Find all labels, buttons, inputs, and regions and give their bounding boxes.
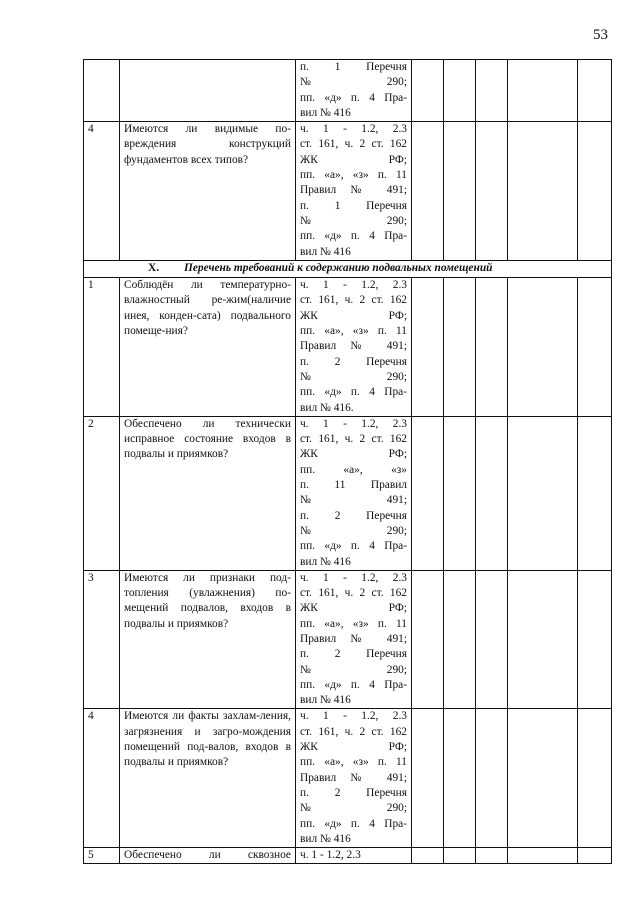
legal-reference-line: № 290; (300, 802, 407, 815)
legal-reference-line: вил № 416 (300, 832, 351, 845)
row-number (84, 60, 120, 122)
legal-reference-line: пп. «д» п. 4 Пра- (300, 91, 407, 104)
answer-no-cell (444, 60, 476, 122)
extra-cell (578, 122, 612, 261)
question-cell: Имеются ли факты захлам-ления, загрязнения и загро-мождения помещений под-валов, входов в подвалы и приямков? (120, 709, 296, 848)
row-number: 2 (84, 416, 120, 570)
table-row (84, 709, 612, 848)
legal-reference-line: ст. 161, ч. 2 ст. 162 (300, 725, 407, 738)
page-number: 53 (593, 27, 608, 43)
legal-references-cell (296, 848, 412, 864)
question-cell: Имеются ли видимые по-вреждения конструкций фундаментов всех типов? (120, 122, 296, 261)
legal-references-cell (296, 60, 412, 122)
table-row (84, 570, 612, 709)
comment-cell (508, 570, 578, 709)
legal-reference-line: ч. 1 - 1.2, 2.3 (300, 123, 407, 136)
legal-reference-line: вил № 416. (300, 401, 354, 414)
legal-reference-line: Правил № 491; (300, 771, 407, 784)
legal-reference-line: ЖК РФ; (300, 153, 407, 166)
question-cell: Обеспечено ли сквозное (120, 848, 296, 864)
table-row (84, 416, 612, 570)
legal-reference-line: Правил № 491; (300, 184, 407, 197)
comment-cell (508, 60, 578, 122)
answer-na-cell (476, 709, 508, 848)
legal-reference-line: пп. «д» п. 4 Пра- (300, 678, 407, 691)
answer-na-cell (476, 848, 508, 864)
legal-reference-line: п. 11 Правил (300, 479, 407, 492)
extra-cell (578, 848, 612, 864)
question-cell: Соблюдён ли температурно-влажностный ре-жим(наличие инея, конден-сата) подвального помеще-ния? (120, 278, 296, 417)
comment-cell (508, 122, 578, 261)
answer-yes-cell (412, 848, 444, 864)
answer-na-cell (476, 416, 508, 570)
legal-reference-line: пп. «а», «з» (300, 463, 407, 476)
legal-reference-line: № 491; (300, 494, 407, 507)
legal-reference-line: пп. «а», «з» п. 11 (300, 617, 407, 630)
legal-reference-line: вил № 416 (300, 245, 351, 258)
legal-reference-line: п. 2 Перечня (300, 355, 407, 368)
legal-reference-line: п. 2 Перечня (300, 648, 407, 661)
answer-na-cell (476, 60, 508, 122)
legal-reference-line: пп. «а», «з» п. 11 (300, 325, 407, 338)
legal-reference-line: № 290; (300, 663, 407, 676)
legal-references-cell (296, 278, 412, 417)
table-row (84, 278, 612, 417)
answer-yes-cell (412, 278, 444, 417)
legal-reference-line: ст. 161, ч. 2 ст. 162 (300, 294, 407, 307)
extra-cell (578, 416, 612, 570)
comment-cell (508, 278, 578, 417)
legal-reference-line: ст. 161, ч. 2 ст. 162 (300, 138, 407, 151)
answer-na-cell (476, 122, 508, 261)
legal-reference-line: Правил № 491; (300, 340, 407, 353)
legal-reference-line: п. 2 Перечня (300, 509, 407, 522)
legal-reference-line: ч. 1 - 1.2, 2.3 (300, 710, 407, 723)
comment-cell (508, 416, 578, 570)
answer-no-cell (444, 848, 476, 864)
legal-reference-line: ЖК РФ; (300, 602, 407, 615)
comment-cell (508, 848, 578, 864)
legal-references-cell (296, 416, 412, 570)
question-cell (120, 60, 296, 122)
section-heading (84, 260, 612, 277)
legal-reference-line: № 290; (300, 214, 407, 227)
answer-yes-cell (412, 570, 444, 709)
answer-no-cell (444, 122, 476, 261)
row-number: 5 (84, 848, 120, 864)
answer-yes-cell (412, 60, 444, 122)
legal-reference-line: вил № 416 (300, 694, 351, 707)
section-title: Перечень требований к содержанию подвальных помещений (184, 261, 493, 274)
legal-reference-line: ЖК РФ; (300, 741, 407, 754)
legal-reference-line: пп. «а», «з» п. 11 (300, 756, 407, 769)
section-heading-row (84, 260, 612, 277)
legal-reference-line: ст. 161, ч. 2 ст. 162 (300, 587, 407, 600)
legal-reference-line: № 290; (300, 370, 407, 383)
legal-references-cell (296, 122, 412, 261)
extra-cell (578, 709, 612, 848)
legal-references-cell (296, 570, 412, 709)
row-number: 4 (84, 122, 120, 261)
legal-reference-line: вил № 416 (300, 555, 351, 568)
legal-reference-line: ч. 1 - 1.2, 2.3 (300, 417, 407, 430)
answer-yes-cell (412, 122, 444, 261)
question-cell: Обеспечено ли технически исправное состояние входов в подвалы и приямков? (120, 416, 296, 570)
legal-reference-line: пп. «а», «з» п. 11 (300, 169, 407, 182)
legal-reference-line: ст. 161, ч. 2 ст. 162 (300, 433, 407, 446)
legal-reference-line: п. 2 Перечня (300, 786, 407, 799)
row-number: 1 (84, 278, 120, 417)
legal-reference-line: ЖК РФ; (300, 309, 407, 322)
table-row (84, 848, 612, 864)
legal-reference-line: Правил № 491; (300, 632, 407, 645)
answer-na-cell (476, 278, 508, 417)
legal-reference-line: № 290; (300, 524, 407, 537)
legal-reference-line: ЖК РФ; (300, 448, 407, 461)
row-number: 4 (84, 709, 120, 848)
legal-reference-line: вил № 416 (300, 106, 351, 119)
legal-reference-line: п. 1 Перечня (300, 61, 407, 73)
legal-reference-line: ч. 1 - 1.2, 2.3 (300, 849, 361, 862)
legal-references-cell (296, 709, 412, 848)
answer-yes-cell (412, 416, 444, 570)
legal-reference-line: пп. «д» п. 4 Пра- (300, 540, 407, 553)
answer-na-cell (476, 570, 508, 709)
table-row (84, 60, 612, 122)
requirements-table (83, 59, 612, 864)
question-cell: Имеются ли признаки под-топления (увлажнения) по-мещений подвалов, входов в подвалы и приямков? (120, 570, 296, 709)
answer-no-cell (444, 278, 476, 417)
legal-reference-line: № 290; (300, 76, 407, 89)
extra-cell (578, 570, 612, 709)
legal-reference-line: пп. «д» п. 4 Пра- (300, 817, 407, 830)
extra-cell (578, 60, 612, 122)
legal-reference-line: п. 1 Перечня (300, 199, 407, 212)
answer-yes-cell (412, 709, 444, 848)
answer-no-cell (444, 709, 476, 848)
legal-reference-line: пп. «д» п. 4 Пра- (300, 386, 407, 399)
legal-reference-line: ч. 1 - 1.2, 2.3 (300, 571, 407, 584)
legal-reference-line: пп. «д» п. 4 Пра- (300, 230, 407, 243)
comment-cell (508, 709, 578, 848)
answer-no-cell (444, 416, 476, 570)
table-row (84, 122, 612, 261)
section-number: X. (148, 261, 160, 274)
legal-reference-line: ч. 1 - 1.2, 2.3 (300, 279, 407, 292)
row-number: 3 (84, 570, 120, 709)
answer-no-cell (444, 570, 476, 709)
extra-cell (578, 278, 612, 417)
